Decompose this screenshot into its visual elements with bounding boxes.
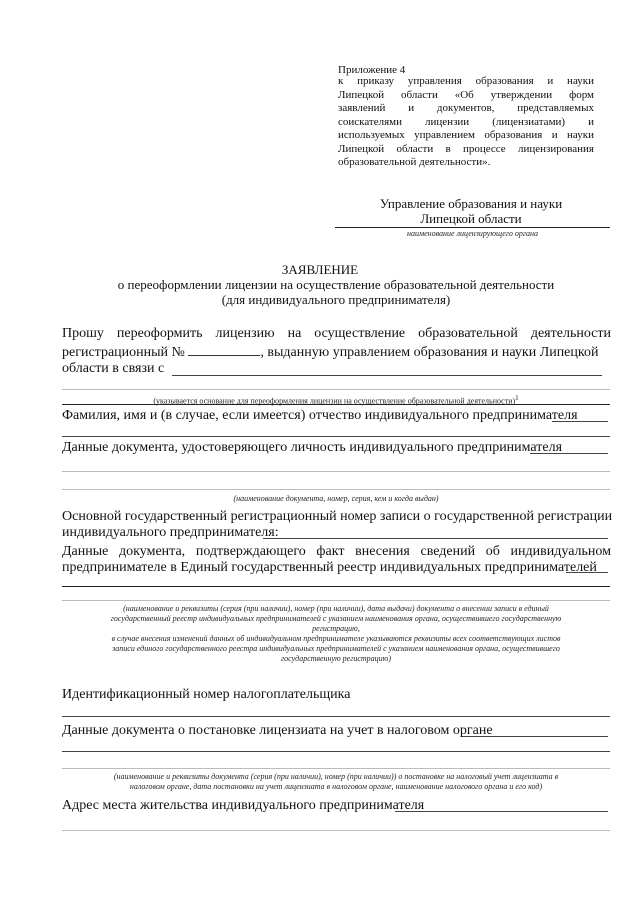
authority-line1: Управление образования и науки [379,196,563,211]
request-line1: Прошу переоформить лицензию на осуществление образовательной деятельности [62,326,611,341]
reason-field[interactable] [172,375,602,376]
egrip-caption-line: регистрацию, [312,624,360,633]
ogrn-label-line2: индивидуального предпринимателя: [62,525,279,540]
identity-doc-label: Данные документа, удостоверяющего личность индивидуального предпринимателя [62,440,563,455]
appendix-line: Липецкой области «Об утверждении форм [338,88,594,101]
egrip-caption-line: записи единого государственного реестра индивидуальных предпринимателей с указанием наименования органа, осуществившего [112,644,560,653]
form-subtitle-ip: (для индивидуального предпринимателя) [221,292,451,307]
authority-underline [335,227,610,228]
appendix-title: Приложение 4 [338,64,406,76]
appendix-line: к приказу управления образования и науки [338,75,594,87]
reason-field-2[interactable] [62,389,610,390]
egrip-caption-line: государственный реестр индивидуальных предпринимателей с указанием наименования органа, осуществившего государственную [110,614,562,623]
egrip-label-line2: предпринимателе в Единый государственный реестр индивидуальных предпринимателей [62,560,597,575]
identity-doc-caption: (наименование документа, номер, серия, кем и когда выдан) [233,494,439,503]
authority-caption: наименование лицензирующего органа [407,229,538,238]
request-line3 [62,360,164,377]
tax-caption-line: (наименование и реквизиты документа (серия (при наличии), номер (при наличии)) о постановке на налоговый учет лицензиата в [113,772,559,781]
tax-doc-field[interactable] [462,736,608,737]
appendix-line: заявлений и документов, представляемых [338,102,594,114]
appendix-line: соискателями лицензии (лицензиатами) и [338,115,594,128]
fio-field-2[interactable] [62,436,610,437]
request-reg-label: регистрационный № [62,345,185,360]
address-field-2[interactable] [62,830,610,831]
inn-field[interactable] [62,716,610,717]
form-title: ЗАЯВЛЕНИЕ [281,262,359,277]
egrip-caption-line: в случае внесения изменений данных об индивидуальном предпринимателе указываются реквизиты всех соответствующих листов [111,634,561,643]
egrip-field-2[interactable] [62,586,610,587]
egrip-field[interactable] [566,572,608,573]
egrip-label-line1: Данные документа, подтверждающего факт внесения сведений об индивидуальном [62,544,611,559]
registration-number-field[interactable] [188,343,260,356]
form-subtitle: о переоформлении лицензии на осуществление образовательной деятельности [117,277,555,292]
request-line2 [62,343,611,361]
fio-label: Фамилия, имя и (в случае, если имеется) отчество индивидуального предпринимателя [62,408,578,423]
inn-label: Идентификационный номер налогоплательщика [62,687,351,702]
reason-caption: (указывается основание для переоформления лицензии на осуществление образовательной деятельности)$^1$ [153,394,519,406]
tax-doc-field-3[interactable] [62,768,610,769]
egrip-caption [62,604,610,664]
identity-doc-field[interactable] [530,453,608,454]
tax-caption-line: налоговом органе, дата постановки на учет лицензиата в налоговом органе, наименование налогового органа и его код) [129,782,543,791]
appendix-text [338,75,594,170]
fio-field[interactable] [552,421,608,422]
address-label: Адрес места жительства индивидуального предпринимателя [62,798,425,813]
egrip-field-3[interactable] [62,600,610,601]
authority-line2: Липецкой области [420,211,522,226]
appendix-line: Липецкой области в процессе лицензирования [338,142,594,155]
address-field[interactable] [395,811,608,812]
egrip-caption-line: государственную регистрацию) [281,654,391,663]
ogrn-field[interactable] [263,538,608,539]
appendix-line: образовательной деятельности». [338,156,491,168]
request-reason-label: области в связи с [62,361,165,376]
ogrn-label-line1: Основной государственный регистрационный номер записи о государственной регистрации [62,509,613,524]
identity-doc-field-2[interactable] [62,471,610,472]
tax-doc-label: Данные документа о постановке лицензиата на учет в налоговом органе [62,723,493,738]
tax-doc-caption [62,772,610,792]
tax-doc-field-2[interactable] [62,751,610,752]
reason-field-3[interactable] [62,404,610,405]
footnote-mark: 1 [515,394,519,402]
appendix-line: используемых управлением образования и науки [338,129,594,141]
request-issued-by: , выданную управлением образования и науки Липецкой [260,345,599,360]
egrip-caption-line: (наименование и реквизиты (серия (при наличии), номер (при наличии), дата выдачи) документа о внесении записи в единый [123,604,549,613]
identity-doc-field-3[interactable] [62,489,610,490]
